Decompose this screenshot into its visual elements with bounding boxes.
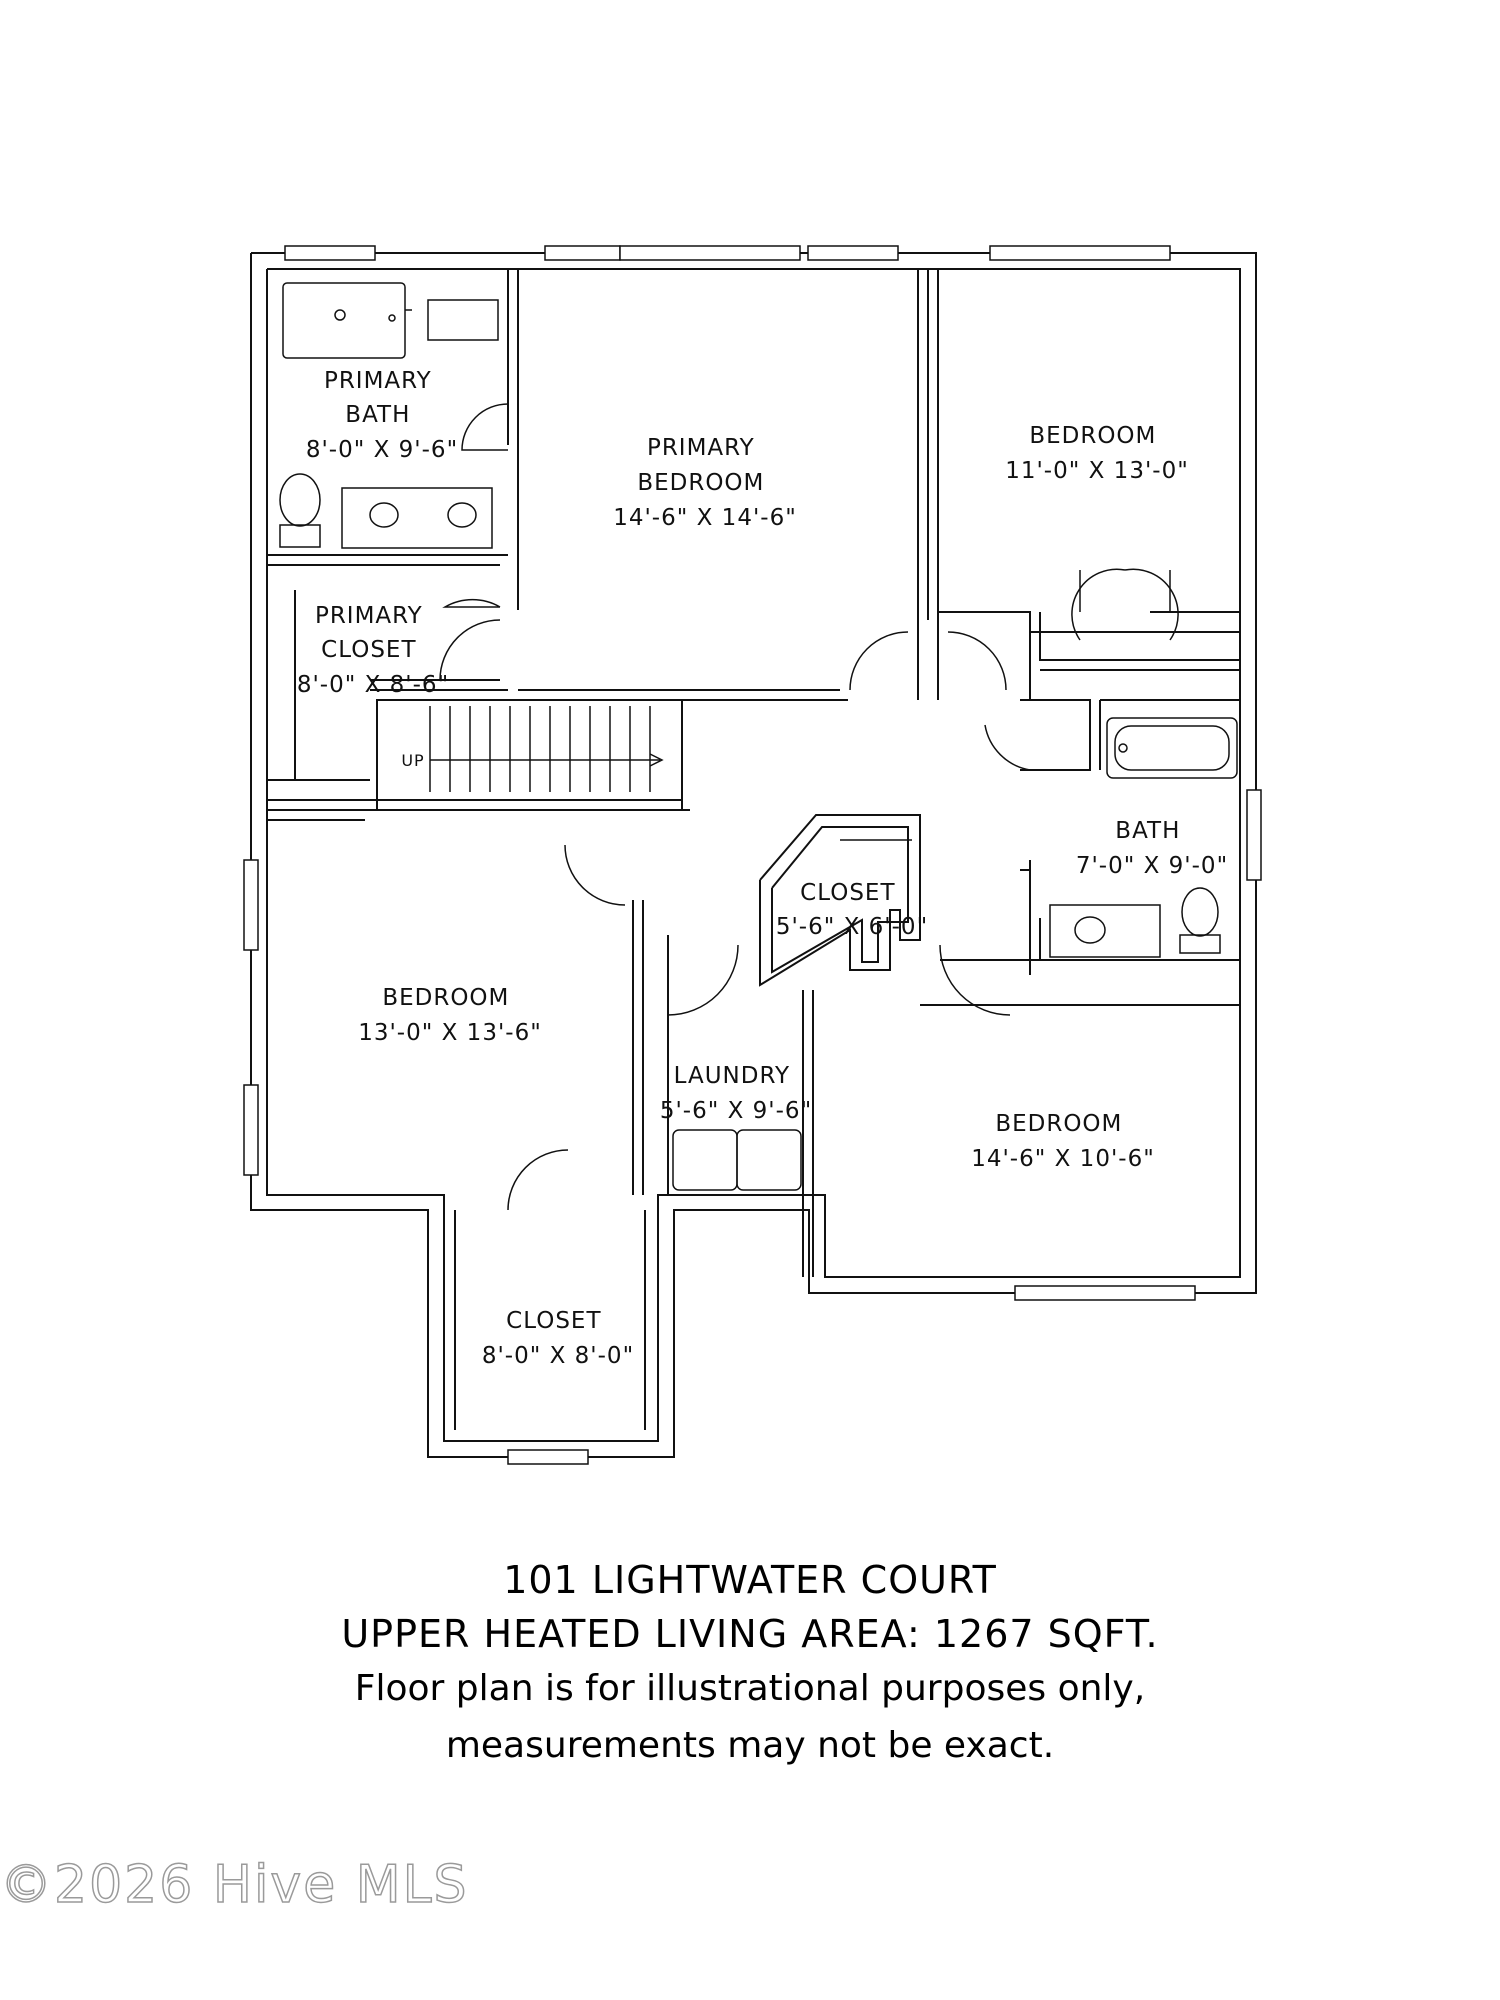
bedroom-w-label: BEDROOM 13'-0" X 13'-6" [358, 985, 542, 1046]
room-labels [297, 368, 1228, 1369]
primary-closet-label: PRIMARY CLOSET 8'-0" X 8'-6" [296, 603, 450, 698]
bedroom-ne-label: BEDROOM 11'-0" X 13'-0" [1005, 423, 1189, 484]
address-title: 101 LIGHTWATER COURT [503, 1558, 997, 1602]
living-area: UPPER HEATED LIVING AREA: 1267 SQFT. [341, 1612, 1159, 1656]
stairs-up-label: UP [401, 751, 425, 770]
doors [440, 404, 1178, 1210]
hall-closet-label: CLOSET 5'-6" X 6'-0" [775, 880, 929, 940]
bath-label: BATH 7'-0" X 9'-0" [1075, 818, 1229, 879]
bedroom-se-label: BEDROOM 14'-6" X 10'-6" [971, 1111, 1155, 1172]
laundry-label: LAUNDRY 5'-6" X 9'-6" [659, 1063, 813, 1124]
primary-bedroom-label: PRIMARY BEDROOM 14'-6" X 14'-6" [613, 435, 797, 531]
stairs [430, 706, 662, 792]
disclaimer-line-2: measurements may not be exact. [445, 1725, 1055, 1766]
watermark: ©2026 Hive MLS [0, 1855, 469, 1915]
fixtures [280, 283, 1237, 1190]
primary-bath-label: PRIMARY BATH 8'-0" X 9'-6" [305, 368, 459, 463]
closet-s-label: CLOSET 8'-0" X 8'-0" [481, 1308, 635, 1369]
disclaimer-line-1: Floor plan is for illustrational purposes only, [354, 1668, 1146, 1709]
